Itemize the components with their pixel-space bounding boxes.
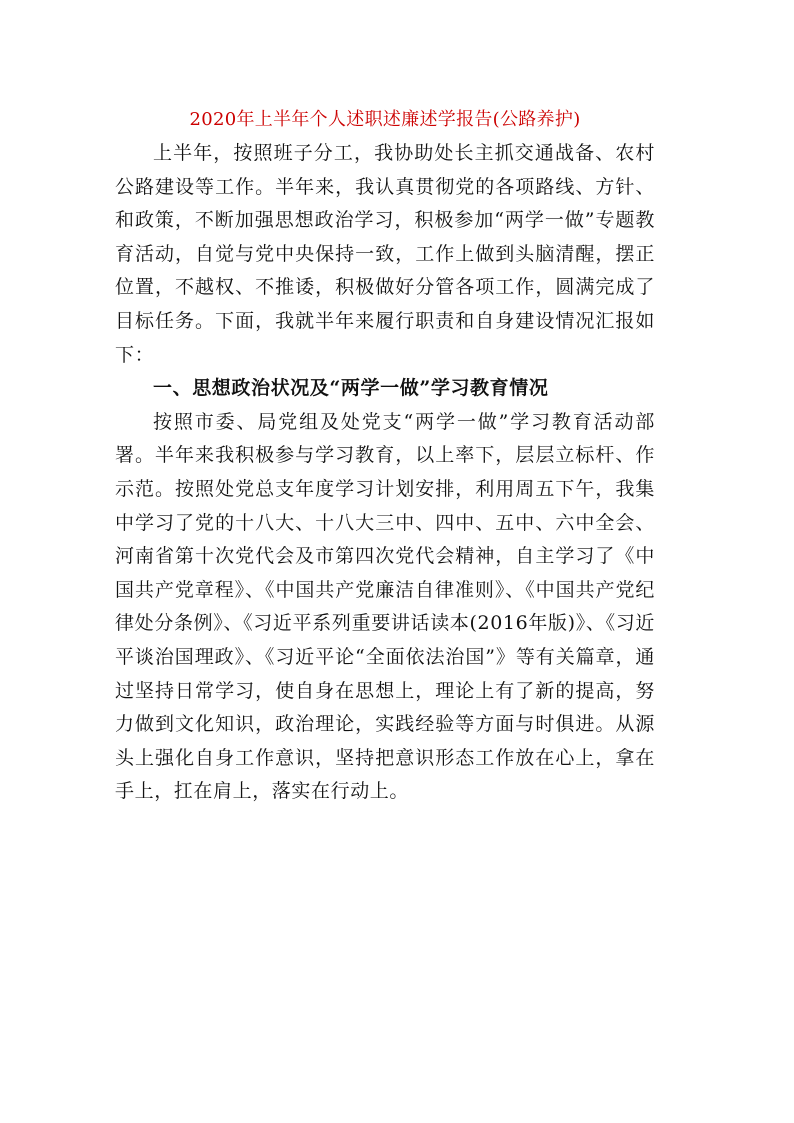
- section-1-heading: 一、思想政治状况及“两学一做”学习教育情况: [153, 377, 549, 400]
- document-body: [115, 103, 655, 809]
- intro-paragraph: 上半年，按照班子分工，我协助处长主抓交通战备、农村公路建设等工作。半年来，我认真贯彻党的各项路线、方针、和政策，不断加强思想政治学习，积极参加“两学一做”专题教育活动，自觉与党中央保持一致，工作上做到头脑清醒，摆正位置，不越权、不推诿，积极做好分管各项工作，圆满完成了目标任务。下面，我就半年来履行职责和自身建设情况汇报如下：: [115, 142, 655, 366]
- document-title: 2020年上半年个人述职述廉述学报告(公路养护): [189, 109, 581, 130]
- section-1-paragraph: 按照市委、局党组及处党支“两学一做”学习教育活动部署。半年来我积极参与学习教育，以上率下，层层立标杆、作示范。按照处党总支年度学习计划安排，利用周五下午，我集中学习了党的十八大、十八大三中、四中、五中、六中全会、河南省第十次党代会及市第四次党代会精神，自主学习了《中国共产党章程》、《中国共产党廉洁自律准则》、《中国共产党纪律处分条例》、《习近平系列重要讲话读本(2016年版)》、《习近平谈治国理政》、《习近平论“全面依法治国”》等有关篇章，通过坚持日常学习，使自身在思想上，理论上有了新的提高，努力做到文化知识，政治理论，实践经验等方面与时俱进。从源头上强化自身工作意识，坚持把意识形态工作放在心上，拿在手上，扛在肩上，落实在行动上。: [115, 410, 655, 803]
